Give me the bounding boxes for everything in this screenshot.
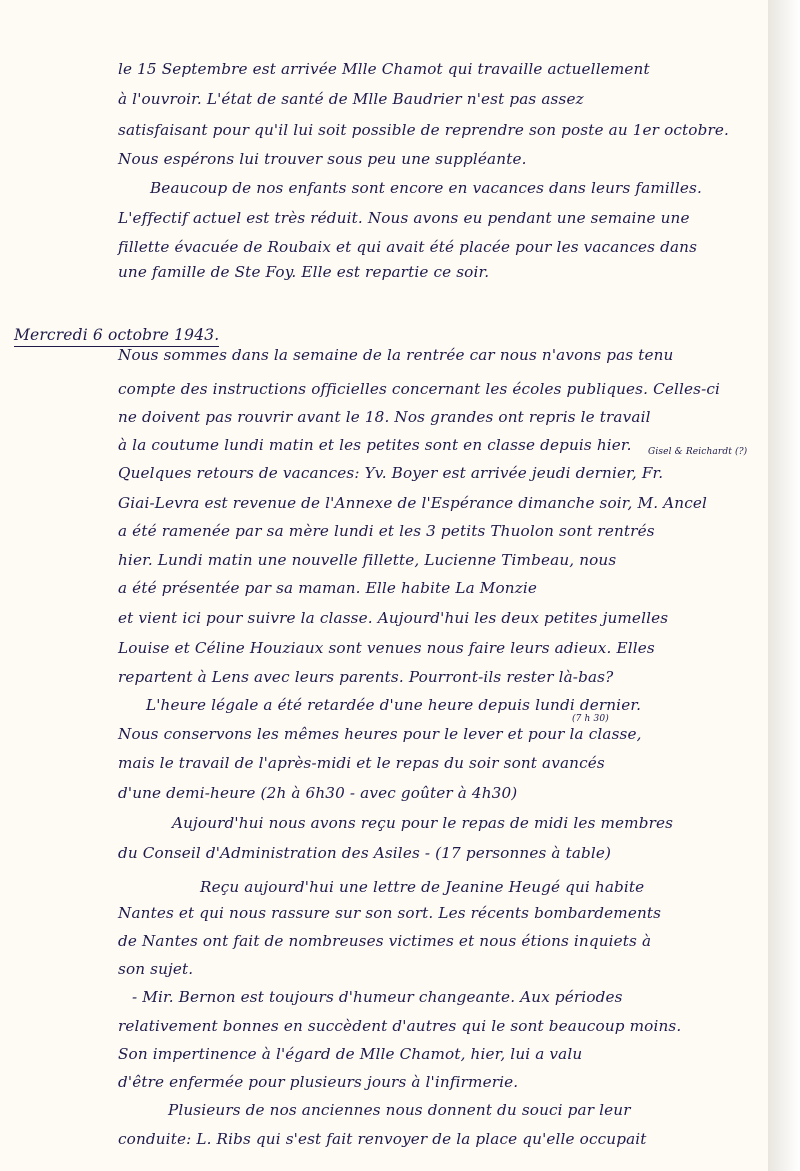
text-line: Louise et Céline Houziaux sont venues nous faire leurs adieux. Elles bbox=[118, 639, 655, 657]
text-line: ne doivent pas rouvrir avant le 18. Nos grandes ont repris le travail bbox=[118, 408, 651, 426]
text-line: Quelques retours de vacances: Yv. Boyer est arrivée jeudi dernier, Fr. bbox=[118, 464, 664, 482]
scan-edge bbox=[768, 0, 800, 1171]
text-line: relativement bonnes en succèdent d'autres qui le sont beaucoup moins. bbox=[118, 1017, 682, 1035]
text-line: le 15 Septembre est arrivée Mlle Chamot qui travaille actuellement bbox=[118, 60, 650, 78]
interlinear-note: (7 h 30) bbox=[572, 714, 609, 724]
text-line: à l'ouvroir. L'état de santé de Mlle Baudrier n'est pas assez bbox=[118, 90, 584, 108]
text-line: Nous sommes dans la semaine de la rentrée car nous n'avons pas tenu bbox=[118, 346, 674, 364]
text-line: Plusieurs de nos anciennes nous donnent du souci par leur bbox=[168, 1101, 631, 1119]
text-line: Reçu aujourd'hui une lettre de Jeanine Heugé qui habite bbox=[200, 878, 645, 896]
text-line: et vient ici pour suivre la classe. Aujourd'hui les deux petites jumelles bbox=[118, 609, 669, 627]
text-line: Aujourd'hui nous avons reçu pour le repas de midi les membres bbox=[172, 814, 674, 832]
text-line: conduite: L. Ribs qui s'est fait renvoyer de la place qu'elle occupait bbox=[118, 1130, 647, 1148]
text-line: - Mir. Bernon est toujours d'humeur changeante. Aux périodes bbox=[132, 988, 623, 1006]
text-line: compte des instructions officielles concernant les écoles publiques. Celles-ci bbox=[118, 380, 721, 398]
text-line: Nous espérons lui trouver sous peu une suppléante. bbox=[118, 150, 527, 168]
interlinear-note: Gisel & Reichardt (?) bbox=[648, 447, 748, 457]
text-line: Son impertinence à l'égard de Mlle Chamot, hier, lui a valu bbox=[118, 1045, 583, 1063]
text-line: Nous conservons les mêmes heures pour le lever et pour la classe, bbox=[118, 725, 642, 743]
text-line: Giai-Levra est revenue de l'Annexe de l'Espérance dimanche soir, M. Ancel bbox=[118, 494, 708, 512]
text-line: Nantes et qui nous rassure sur son sort. Les récents bombardements bbox=[118, 904, 662, 922]
text-line: d'une demi-heure (2h à 6h30 - avec goûter à 4h30) bbox=[118, 784, 518, 802]
text-line: de Nantes ont fait de nombreuses victimes et nous étions inquiets à bbox=[118, 932, 652, 950]
text-line: a été ramenée par sa mère lundi et les 3 petits Thuolon sont rentrés bbox=[118, 522, 655, 540]
text-line: d'être enfermée pour plusieurs jours à l'infirmerie. bbox=[118, 1073, 519, 1091]
text-line: Beaucoup de nos enfants sont encore en vacances dans leurs familles. bbox=[150, 179, 702, 197]
text-line: une famille de Ste Foy. Elle est repartie ce soir. bbox=[118, 263, 490, 281]
text-line: L'heure légale a été retardée d'une heure depuis lundi dernier. bbox=[146, 696, 642, 714]
text-line: a été présentée par sa maman. Elle habite La Monzie bbox=[118, 579, 538, 597]
text-line: fillette évacuée de Roubaix et qui avait été placée pour les vacances dans bbox=[118, 238, 698, 256]
text-line: hier. Lundi matin une nouvelle fillette, Lucienne Timbeau, nous bbox=[118, 551, 617, 569]
text-line: du Conseil d'Administration des Asiles - (17 personnes à table) bbox=[118, 844, 612, 862]
text-line: repartent à Lens avec leurs parents. Pourront-ils rester là-bas? bbox=[118, 668, 614, 686]
date-heading: Mercredi 6 octobre 1943. bbox=[14, 326, 219, 347]
text-line: satisfaisant pour qu'il lui soit possible de reprendre son poste au 1er octobre. bbox=[118, 121, 729, 139]
text-line: mais le travail de l'après-midi et le repas du soir sont avancés bbox=[118, 754, 605, 772]
text-line: son sujet. bbox=[118, 960, 194, 978]
text-line: à la coutume lundi matin et les petites sont en classe depuis hier. bbox=[118, 436, 632, 454]
text-line: L'effectif actuel est très réduit. Nous avons eu pendant une semaine une bbox=[118, 209, 690, 227]
